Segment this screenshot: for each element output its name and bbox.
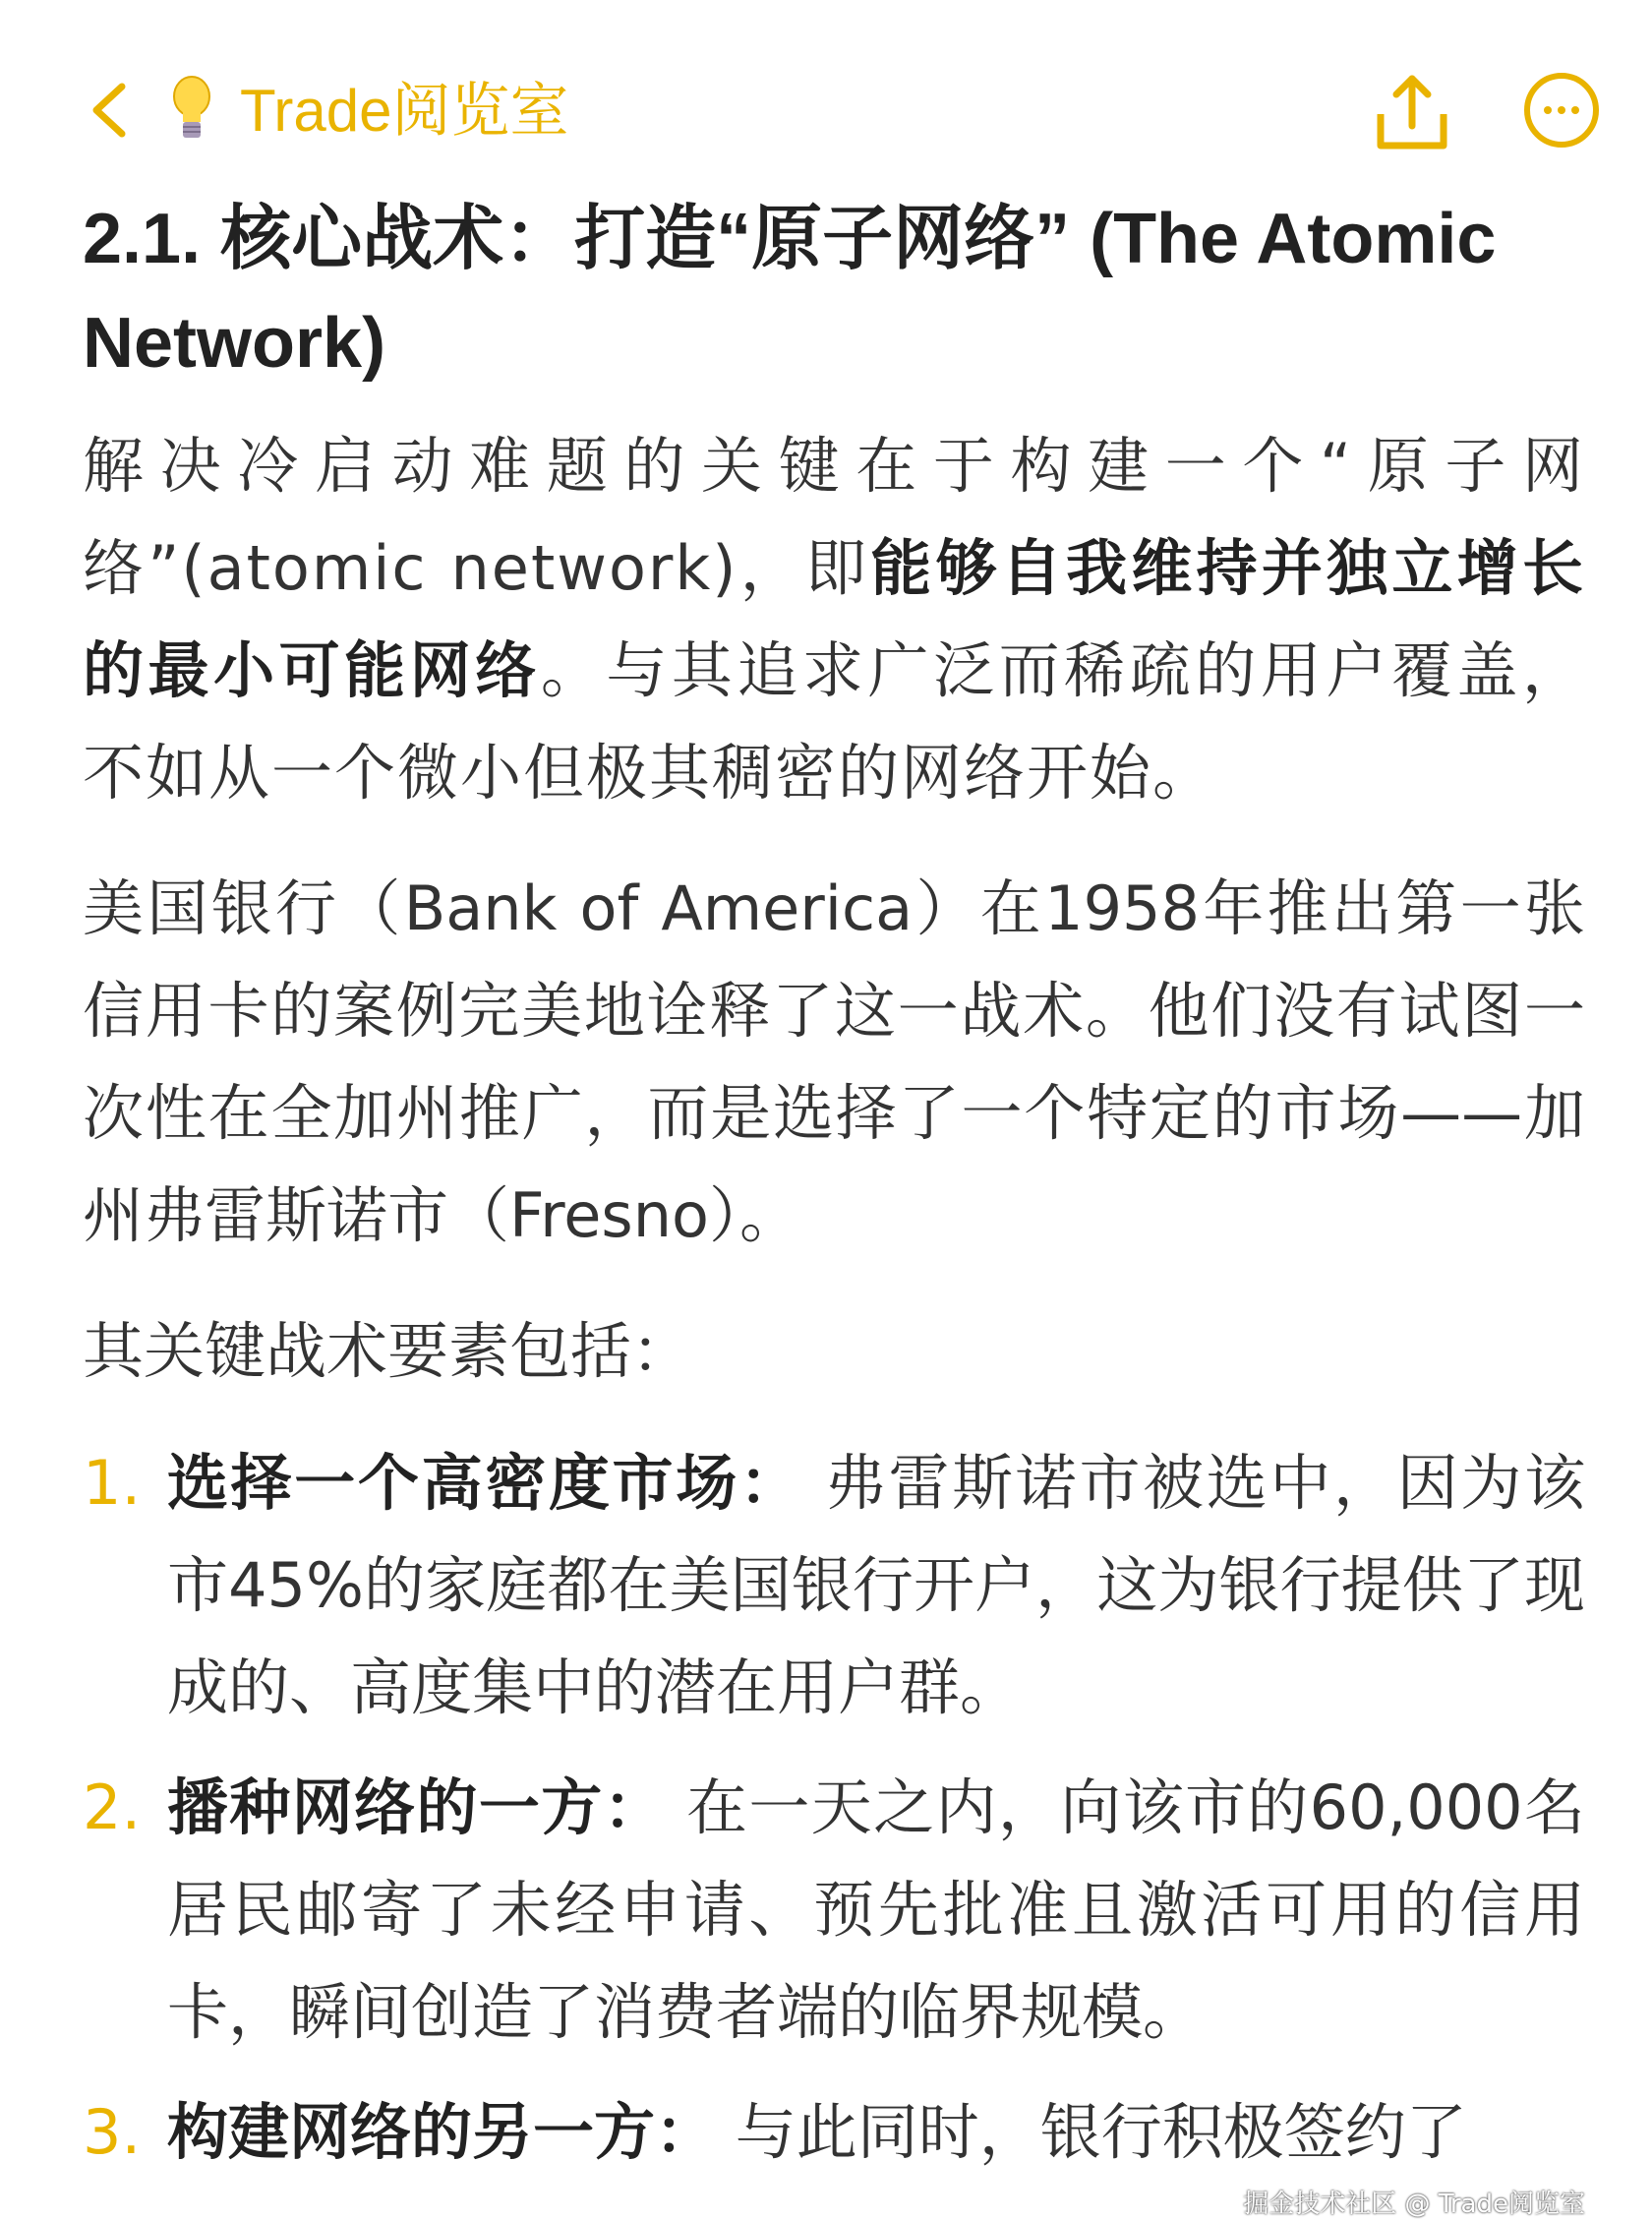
tactics-list (83, 1432, 1585, 2184)
more-icon[interactable] (1522, 71, 1601, 150)
channel-name[interactable]: Trade阅览室 (240, 78, 569, 144)
text: 。与其追求广泛而稀疏的用户覆盖，不如从一个微小但极其稠密的网络开始。 (83, 634, 1585, 809)
article (83, 187, 1585, 2221)
item-heading: 播种网络的一方： (167, 1771, 666, 1843)
paragraph-example: 美国银行（Bank of America）在1958年推出第一张信用卡的案例完美地诠释了这一战术。他们没有试图一次性在全加州推广，而是选择了一个特定的市场——加州弗雷斯诺市（Fresno）。 (83, 872, 1585, 1251)
item-text: 弗雷斯诺市被选中，因为该市45%的家庭都在美国银行开户，这为银行提供了现成的、高度集中的潜在用户群。 (167, 1447, 1585, 1723)
share-icon[interactable] (1373, 71, 1451, 153)
item-heading: 构建网络的另一方： (167, 2096, 717, 2168)
list-item (83, 1757, 1585, 2064)
section-title: 2.1. 核心战术：打造“原子网络” (The Atomic Network) (83, 200, 1497, 383)
watermark: 掘金技术社区 @ Trade阅览室 (1243, 2190, 1585, 2219)
list-item (83, 1432, 1585, 1739)
chevron-left-icon[interactable] (85, 81, 134, 140)
list-number: 1. (83, 1447, 142, 1519)
paragraph-lead: 其关键战术要素包括： (83, 1315, 693, 1387)
item-text: 与此同时，银行积极签约了 (716, 2096, 1467, 2168)
lightbulb-icon (169, 75, 214, 144)
list-number: 3. (83, 2096, 142, 2168)
text: 解决冷启动难题的关键在于构建一个“原子网络”(atomic network)，即 (83, 430, 1585, 604)
paragraph-intro (83, 415, 1585, 824)
bold-text: 能够自我维持并独立增长的最小可能网络 (83, 532, 1585, 706)
item-text: 在一天之内，向该市的60,000名居民邮寄了未经申请、预先批准且激活可用的信用卡，瞬间创造了消费者端的临界规模。 (167, 1771, 1585, 2048)
top-bar (0, 59, 1652, 157)
list-item (83, 2081, 1585, 2184)
item-heading: 选择一个高密度市场： (167, 1447, 803, 1519)
list-number: 2. (83, 1771, 142, 1843)
